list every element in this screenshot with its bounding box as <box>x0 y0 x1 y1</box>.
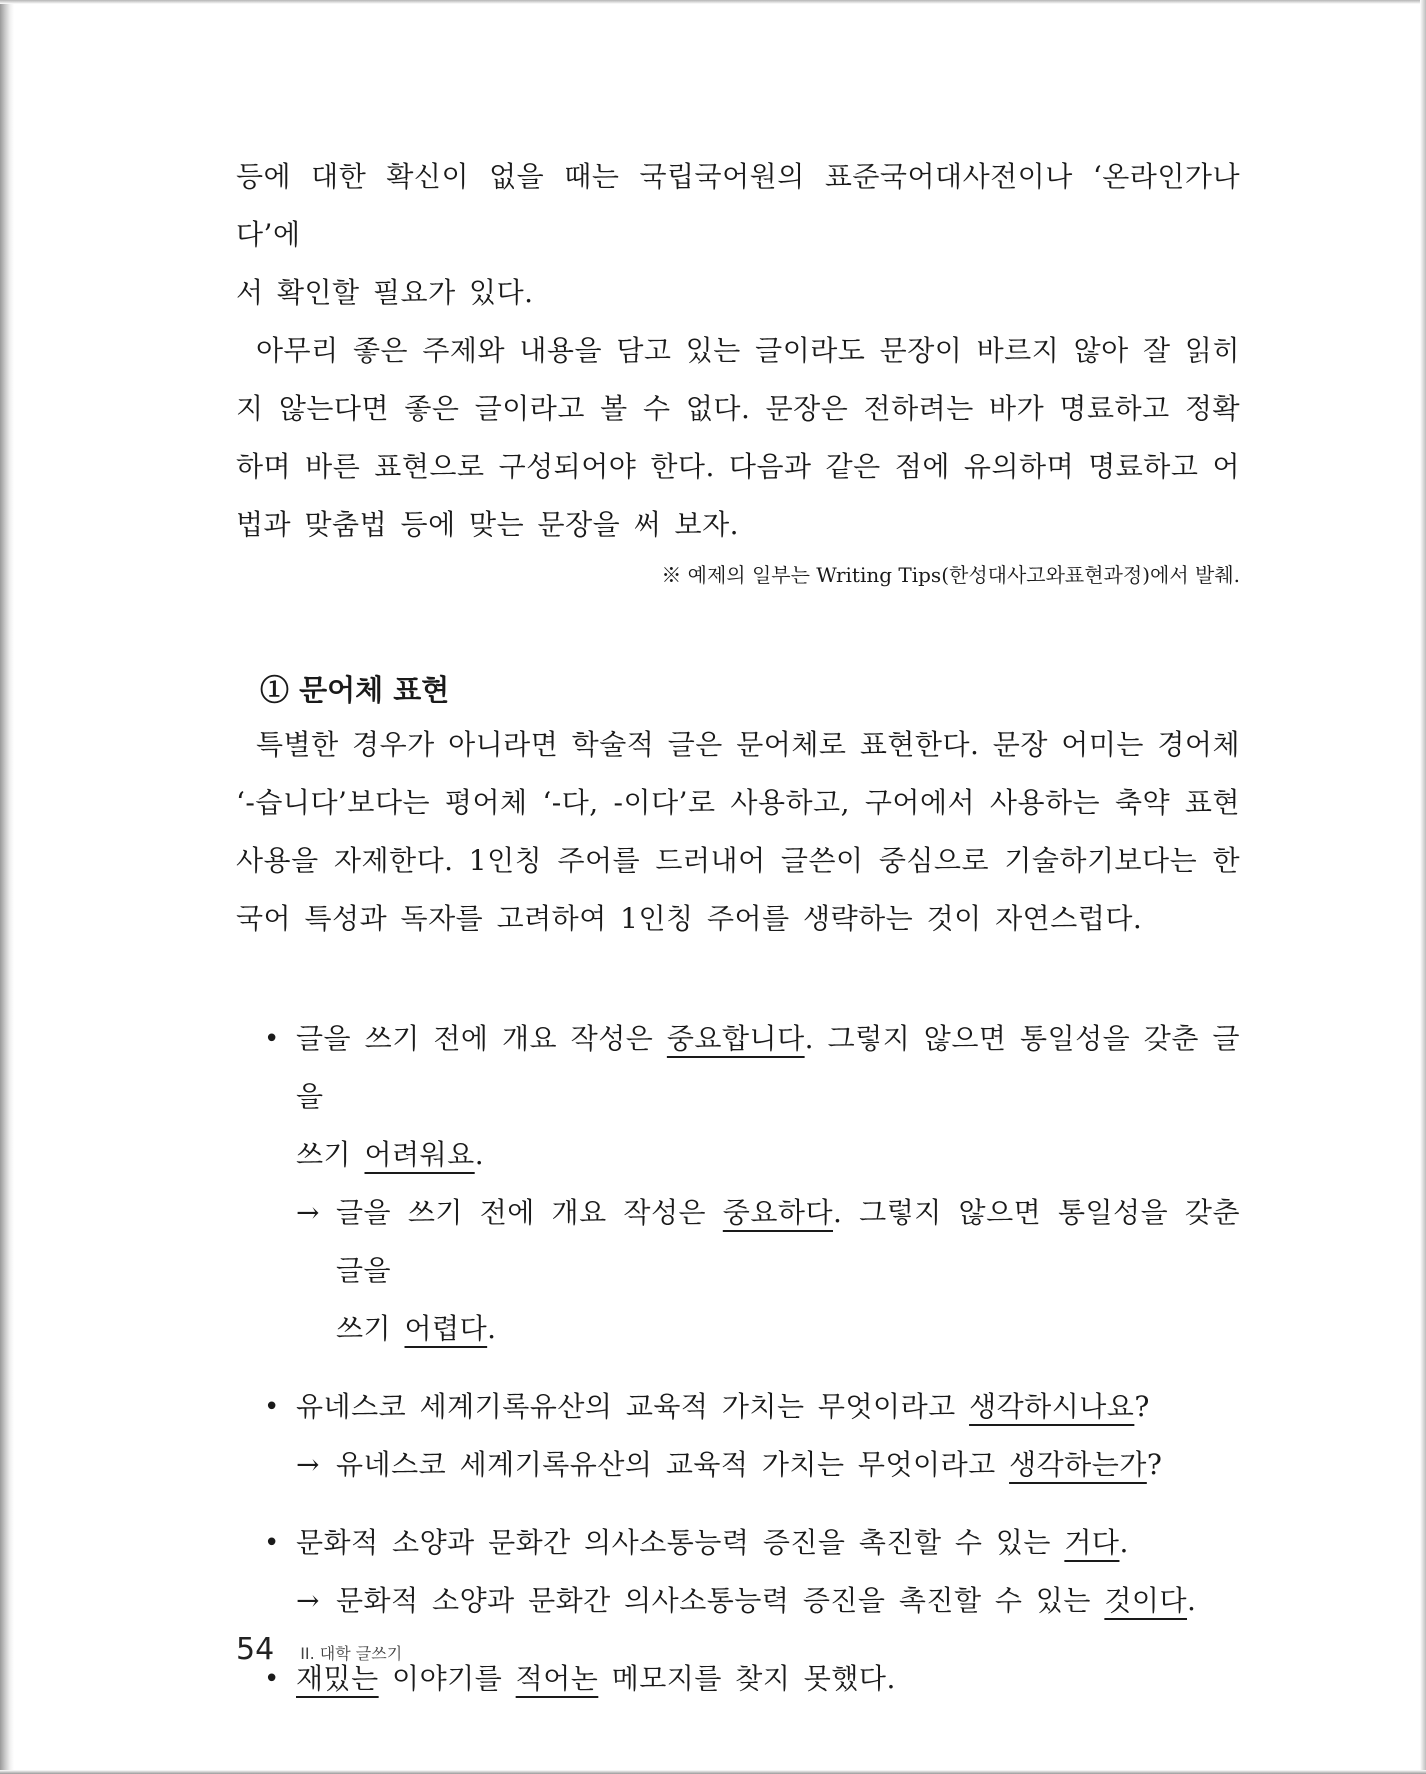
page-content <box>236 148 1240 1728</box>
page-top-edge <box>0 0 1426 4</box>
page-binding-edge <box>0 0 14 1774</box>
arrow-marker: → <box>296 1584 320 1617</box>
example-item-1 <box>264 1010 1240 1358</box>
underlined-expression: 것이다 <box>1104 1584 1188 1617</box>
section-paragraph: 특별한 경우가 아니라면 학술적 글은 문어체로 표현한다. 문장 어미는 경어체 ‘-습니다’보다는 평어체 ‘-다, -이다’로 사용하고, 구어에서 사용하는 축약 표현 사용을 자제한다. 1인칭 주어를 드러내어 글쓴이 중심으로 기술하기보다는 한국어 특성과 독자를 고려하여 1인칭 주어를 생략하는 것이 자연스럽다. <box>236 728 1240 935</box>
example-1-correction-line1: 글을 쓰기 전에 개요 작성은 중요하다. 그렇지 않으면 통일성을 갖춘 글을 <box>336 1196 1240 1287</box>
underlined-expression: 생각하는가 <box>1009 1448 1147 1481</box>
underlined-expression: 거다 <box>1064 1526 1120 1559</box>
underlined-expression: 재밌는 <box>296 1662 379 1695</box>
underlined-expression: 적어논 <box>515 1662 599 1695</box>
example-2-correction-line: 유네스코 세계기록유산의 교육적 가치는 무엇이라고 생각하는가? <box>336 1448 1163 1481</box>
underlined-expression: 어렵다 <box>404 1312 488 1345</box>
page-bottom-edge <box>0 1770 1426 1774</box>
example-3-correction <box>296 1572 1240 1630</box>
running-head: II. 대학 글쓰기 <box>300 1644 403 1663</box>
example-2-original: 유네스코 세계기록유산의 교육적 가치는 무엇이라고 생각하시나요? <box>296 1390 1150 1423</box>
example-4-original: 재밌는 이야기를 적어논 메모지를 찾지 못했다. <box>296 1662 896 1695</box>
page-number: 54 <box>236 1632 275 1667</box>
paragraph-continued-line2: 서 확인할 필요가 있다. <box>236 276 534 309</box>
page-footer <box>236 1632 402 1667</box>
example-item-2 <box>264 1378 1240 1494</box>
example-3-original: 문화적 소양과 문화간 의사소통능력 증진을 촉진할 수 있는 거다. <box>296 1526 1129 1559</box>
example-2-correction <box>296 1436 1240 1494</box>
underlined-expression: 중요합니다 <box>666 1022 805 1055</box>
arrow-marker: → <box>296 1196 320 1229</box>
underlined-expression: 어려워요 <box>364 1138 475 1171</box>
example-1-original-line1: 글을 쓰기 전에 개요 작성은 중요합니다. 그렇지 않으면 통일성을 갖춘 글을 <box>296 1022 1240 1113</box>
bullet-marker: • <box>264 1664 280 1694</box>
paragraph-continued-line1: 등에 대한 확신이 없을 때는 국립국어원의 표준국어대사전이나 ‘온라인가나다’에 <box>236 160 1240 251</box>
example-1-original-line2: 쓰기 어려워요. <box>296 1138 485 1171</box>
examples-list <box>236 1010 1240 1708</box>
bullet-marker: • <box>264 1024 280 1054</box>
bullet-marker: • <box>264 1528 280 1558</box>
example-item-4 <box>264 1650 1240 1708</box>
bullet-marker: • <box>264 1392 280 1422</box>
example-1-correction-line2: 쓰기 어렵다. <box>336 1312 497 1345</box>
example-item-3 <box>264 1514 1240 1630</box>
source-note: ※ 예제의 일부는 Writing Tips(한성대사고와표현과정)에서 발췌. <box>661 563 1240 587</box>
example-3-correction-line: 문화적 소양과 문화간 의사소통능력 증진을 촉진할 수 있는 것이다. <box>336 1584 1197 1617</box>
paragraph-continued <box>236 148 1240 264</box>
arrow-marker: → <box>296 1448 320 1481</box>
example-1-correction <box>296 1184 1240 1358</box>
underlined-expression: 중요하다 <box>722 1196 833 1229</box>
paragraph-continued-end <box>236 264 1240 322</box>
paragraph-sentence-quality: 아무리 좋은 주제와 내용을 담고 있는 글이라도 문장이 바르지 않아 잘 읽히지 않는다면 좋은 글이라고 볼 수 없다. 문장은 전하려는 바가 명료하고 정확하며 바른 표현으로 구성되어야 한다. 다음과 같은 점에 유의하며 명료하고 어법과 맞춤법 등에 맞는 문장을 써 보자. <box>236 334 1240 541</box>
page-right-edge <box>1420 0 1426 1774</box>
underlined-expression: 생각하시나요 <box>969 1390 1135 1423</box>
section-title: ① 문어체 표현 <box>260 673 450 707</box>
